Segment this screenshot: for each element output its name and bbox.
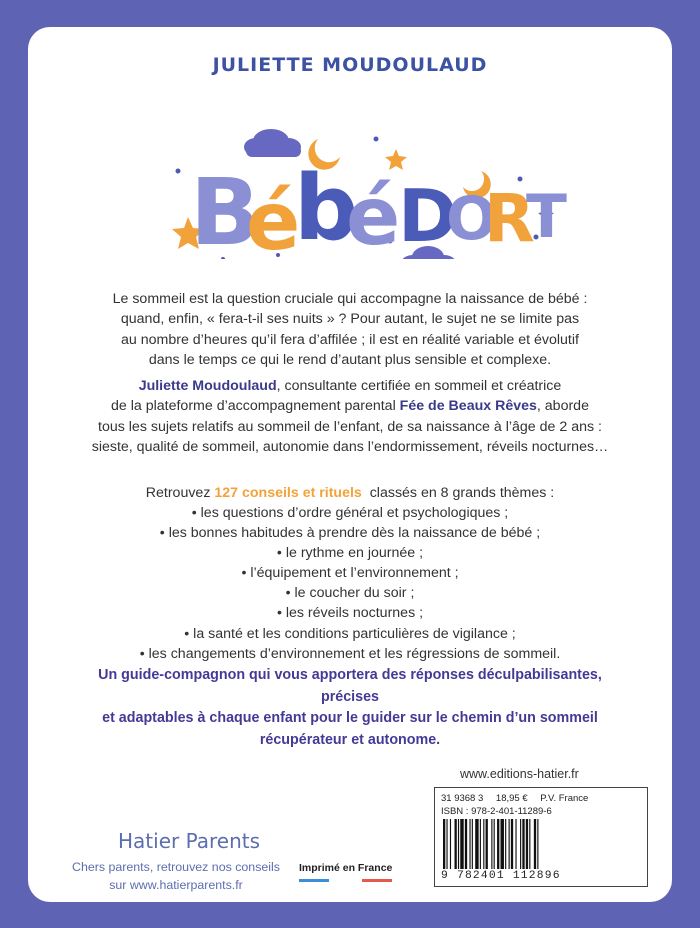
closing-line: Un guide-compagnon qui vous apportera des réponses déculpabilisantes, précises bbox=[98, 667, 602, 705]
barcode-bar bbox=[443, 819, 445, 869]
hatier-parents-logo: Hatier Parents bbox=[118, 829, 261, 853]
publisher-website[interactable]: www.editions-hatier.fr bbox=[460, 767, 579, 781]
barcode-bar bbox=[491, 819, 492, 869]
barcode-bar bbox=[469, 819, 470, 869]
back-cover bbox=[28, 27, 672, 902]
title-letter: b bbox=[294, 156, 359, 259]
closing-line: récupérateur et autonome. bbox=[259, 731, 441, 748]
author-highlight: Juliette Moudoulaud bbox=[138, 378, 277, 394]
barcode-bar bbox=[480, 819, 481, 869]
barcode-bar bbox=[505, 819, 506, 869]
list-item: • les bonnes habitudes à prendre dès la naissance de bébé ; bbox=[159, 525, 541, 542]
imprime-en-france: Imprimé en France bbox=[299, 862, 393, 874]
intro-line: quand, enfin, « fera-t-il ses nuits » ? Pour autant, le sujet ne se limite pas bbox=[120, 311, 580, 328]
product-code: 31 9368 3 bbox=[441, 793, 484, 804]
isbn: ISBN : 978-2-401-11289-6 bbox=[441, 806, 552, 817]
barcode-bar bbox=[515, 819, 516, 869]
title-letter: D bbox=[398, 174, 458, 258]
star-icon bbox=[385, 149, 407, 170]
title-letter: é bbox=[246, 175, 301, 259]
about-text: , consultante certifiée en sommeil et créatrice bbox=[276, 378, 562, 394]
list-item: • les changements d’environnement et les régressions de sommeil. bbox=[139, 645, 561, 662]
about-text: tous les sujets relatifs au sommeil de l’enfant, de sa naissance à l’âge de 2 ans : bbox=[98, 418, 602, 435]
barcode-bar bbox=[522, 819, 524, 869]
barcode-bar bbox=[486, 819, 488, 869]
barcode-bars bbox=[441, 819, 641, 869]
barcode-info bbox=[441, 793, 598, 804]
price: 18,95 € bbox=[495, 793, 528, 804]
list-item: • la santé et les conditions particulières de vigilance ; bbox=[184, 625, 516, 642]
closing-paragraph bbox=[88, 665, 612, 751]
about-paragraph bbox=[68, 376, 632, 458]
intro-line: Le sommeil est la question cruciale qui accompagne la naissance de bébé : bbox=[112, 291, 588, 307]
barcode-bar bbox=[460, 819, 463, 869]
title-letter: R bbox=[484, 180, 535, 257]
about-text: de la plateforme d’accompagnement parental bbox=[111, 398, 400, 415]
intro-line: au nombre d’heures qu’il fera d’affilée ; il est en réalité variable et évolutif bbox=[121, 331, 579, 348]
about-text: , aborde bbox=[536, 398, 589, 415]
barcode-bar bbox=[458, 819, 459, 869]
themes-intro bbox=[68, 483, 632, 503]
list-item: • le coucher du soir ; bbox=[285, 585, 415, 602]
intro-paragraph bbox=[68, 289, 632, 371]
themes-lead: Retrouvez bbox=[145, 485, 215, 501]
tagline-line: sur www.hatierparents.fr bbox=[109, 878, 243, 892]
title-letter: B bbox=[190, 159, 261, 259]
about-text: sieste, qualité de sommeil, autonomie dans l’endormissement, réveils nocturnes… bbox=[91, 439, 609, 456]
barcode-bar bbox=[483, 819, 484, 869]
intro-line: dans le temps ce qui le rend d’autant plus sensible et complexe. bbox=[148, 352, 552, 369]
platform-highlight: Fée de Beaux Rêves bbox=[399, 398, 537, 415]
list-item: • l’équipement et l’environnement ; bbox=[241, 565, 459, 582]
barcode-bar bbox=[450, 819, 451, 869]
barcode-bar bbox=[494, 819, 495, 869]
barcode-bar bbox=[526, 819, 528, 869]
cloud-icon bbox=[244, 129, 301, 157]
barcode-bar bbox=[455, 819, 457, 869]
tagline-line: Chers parents, retrouvez nos conseils bbox=[72, 860, 280, 874]
barcode-bar bbox=[534, 819, 536, 869]
barcode-bar bbox=[520, 819, 521, 869]
barcode-bar bbox=[465, 819, 467, 869]
barcode-bar bbox=[497, 819, 499, 869]
barcode-bar bbox=[501, 819, 504, 869]
themes-tail: classés en 8 grands thèmes : bbox=[361, 485, 555, 501]
barcode-bar bbox=[446, 819, 447, 869]
title-letter: é bbox=[346, 170, 401, 259]
list-item: • les réveils nocturnes ; bbox=[276, 605, 424, 622]
barcode-box bbox=[434, 787, 648, 887]
barcode-bar bbox=[537, 819, 538, 869]
publisher-tagline bbox=[66, 858, 286, 894]
flag-stripe-blue bbox=[299, 879, 329, 882]
barcode-bar bbox=[511, 819, 513, 869]
title-illustration bbox=[128, 109, 568, 259]
list-item: • le rythme en journée ; bbox=[276, 545, 424, 562]
barcode-digits: 9 782401 112896 bbox=[441, 870, 561, 882]
barcode-bar bbox=[529, 819, 530, 869]
closing-line: et adaptables à chaque enfant pour le guider sur le chemin d’un sommeil bbox=[102, 710, 598, 726]
list-item: • les questions d’ordre général et psychologiques ; bbox=[191, 505, 509, 521]
title-letter: T bbox=[526, 182, 567, 252]
barcode-bar bbox=[475, 819, 478, 869]
author-name: JULIETTE MOUDOULAUD bbox=[212, 54, 488, 76]
themes-highlight: 127 conseils et rituels bbox=[214, 485, 362, 501]
price-note: P.V. France bbox=[540, 793, 589, 804]
flag-stripe-red bbox=[362, 879, 392, 882]
barcode-bar bbox=[509, 819, 510, 869]
title-letter: O bbox=[446, 184, 498, 254]
barcode-bar bbox=[472, 819, 473, 869]
themes-list bbox=[68, 503, 632, 664]
